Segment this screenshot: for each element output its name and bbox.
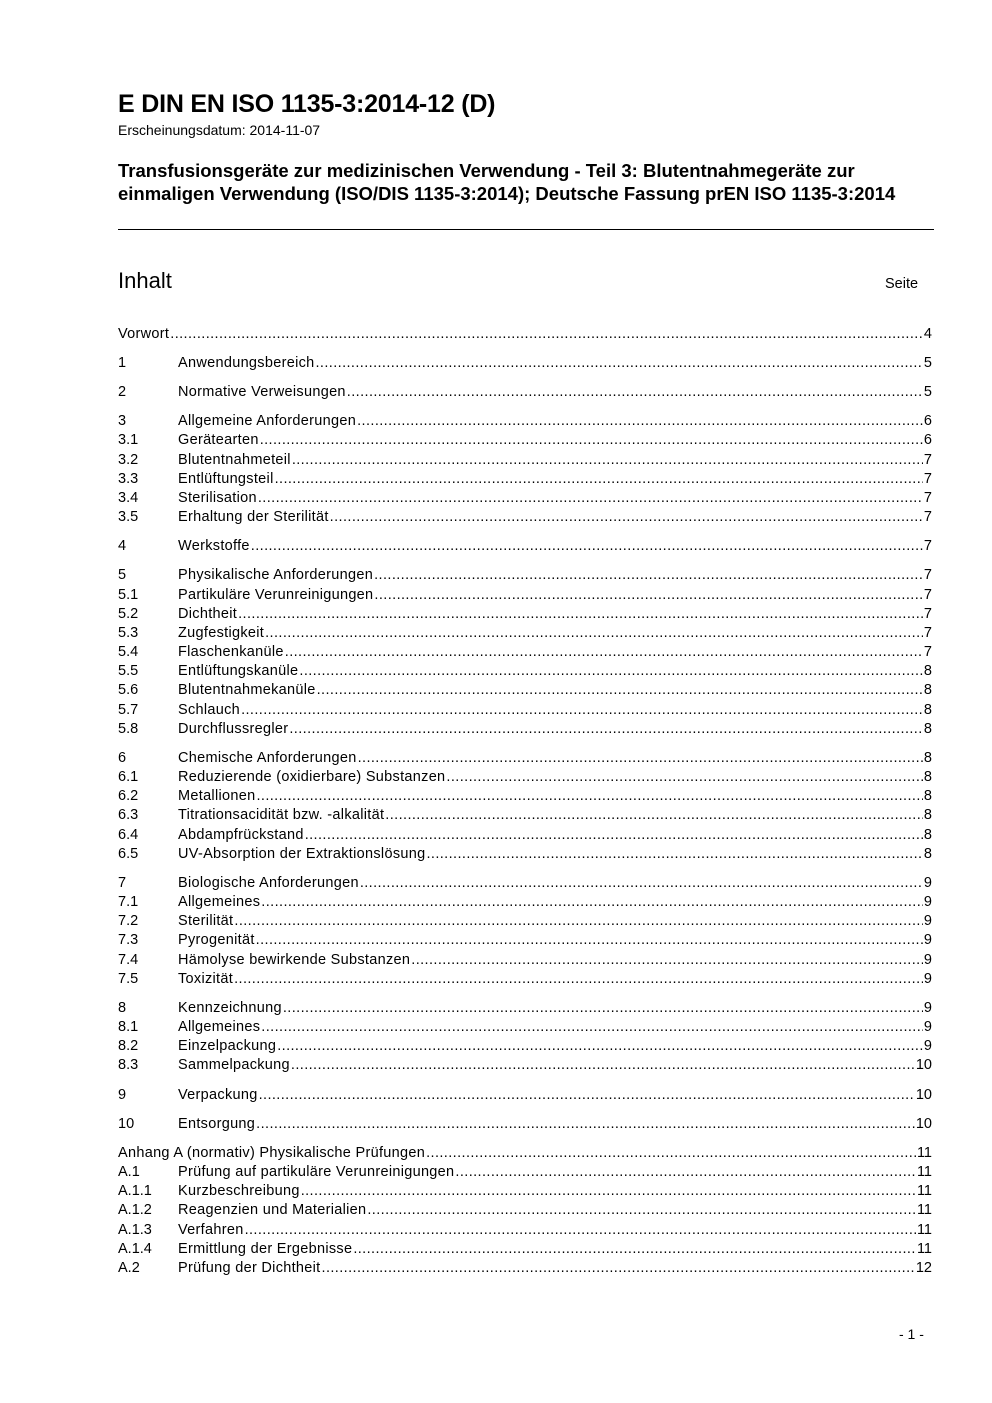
toc-entry-title: Erhaltung der Sterilität bbox=[178, 509, 329, 525]
footer-page-number: - 1 - bbox=[899, 1326, 924, 1342]
toc-dot-leader bbox=[234, 970, 923, 989]
toc-dot-leader bbox=[238, 605, 923, 624]
toc-entry-title: Partikuläre Verunreinigungen bbox=[178, 587, 374, 603]
toc-dot-leader bbox=[251, 537, 923, 556]
toc-entry[interactable] bbox=[118, 874, 932, 893]
toc-entry-title: Sterilisation bbox=[178, 490, 257, 506]
toc-entry-title: Entsorgung bbox=[178, 1116, 256, 1132]
toc-entry-title: Prüfung der Dichtheit bbox=[178, 1260, 321, 1276]
toc-entry[interactable] bbox=[118, 845, 932, 864]
toc-entry-title: Pyrogenität bbox=[178, 932, 255, 948]
toc-dot-leader bbox=[317, 681, 923, 700]
toc-entry[interactable] bbox=[118, 1086, 932, 1105]
toc-entry-title: Hämolyse bewirkende Substanzen bbox=[178, 952, 411, 968]
toc-dot-leader bbox=[446, 768, 923, 787]
toc-entry-page: 8 bbox=[923, 663, 932, 679]
toc-entry-number: 3.4 bbox=[118, 490, 139, 506]
toc-entry-title: Metallionen bbox=[178, 788, 256, 804]
toc-dot-leader bbox=[360, 874, 923, 893]
toc-dot-leader bbox=[291, 1056, 915, 1075]
toc-entry-page: 7 bbox=[923, 509, 932, 525]
toc-entry-number: 6.1 bbox=[118, 769, 139, 785]
toc-entry-title: Allgemeine Anforderungen bbox=[178, 413, 357, 429]
toc-entry-number: 7.2 bbox=[118, 913, 139, 929]
toc-entry-title: Durchflussregler bbox=[178, 721, 289, 737]
toc-dot-leader bbox=[357, 412, 923, 431]
toc-entry-page: 6 bbox=[923, 432, 932, 448]
toc-entry-title: Vorwort bbox=[118, 326, 170, 342]
toc-entry[interactable] bbox=[118, 893, 932, 912]
toc-entry[interactable] bbox=[118, 643, 932, 662]
toc-dot-leader bbox=[374, 566, 923, 585]
toc-entry-page: 8 bbox=[923, 702, 932, 718]
toc-entry-title: Biologische Anforderungen bbox=[178, 875, 359, 891]
toc-entry[interactable] bbox=[118, 951, 932, 970]
toc-entry-title: Gerätearten bbox=[178, 432, 259, 448]
toc-entry-title: Allgemeines bbox=[178, 1019, 261, 1035]
toc-entry-number: 5 bbox=[118, 567, 127, 583]
toc-entry-number: 7.1 bbox=[118, 894, 139, 910]
toc-entry-page: 7 bbox=[923, 490, 932, 506]
toc-entry[interactable] bbox=[118, 1163, 932, 1182]
toc-entry[interactable] bbox=[118, 1056, 932, 1075]
toc-entry-page: 7 bbox=[923, 587, 932, 603]
toc-entry[interactable] bbox=[118, 489, 932, 508]
toc-entry-title: Verfahren bbox=[178, 1222, 244, 1238]
toc-dot-leader bbox=[358, 749, 923, 768]
toc-entry-number: 3 bbox=[118, 413, 127, 429]
toc-dot-leader bbox=[455, 1163, 916, 1182]
toc-entry-title: Dichtheit bbox=[178, 606, 238, 622]
toc-entry-title: Chemische Anforderungen bbox=[178, 750, 357, 766]
toc-entry-number: 8.2 bbox=[118, 1038, 139, 1054]
toc-entry-page: 11 bbox=[916, 1164, 932, 1180]
toc-entry[interactable] bbox=[118, 662, 932, 681]
toc-entry-number: 6.2 bbox=[118, 788, 139, 804]
toc-entry[interactable] bbox=[118, 1018, 932, 1037]
toc-entry-number: 6.3 bbox=[118, 807, 139, 823]
toc-entry-page: 9 bbox=[923, 1019, 932, 1035]
toc-dot-leader bbox=[283, 999, 923, 1018]
toc-dot-leader bbox=[385, 806, 923, 825]
toc-entry-page: 9 bbox=[923, 932, 932, 948]
toc-entry-number: 7.4 bbox=[118, 952, 139, 968]
toc-entry-page: 11 bbox=[916, 1202, 932, 1218]
toc-entry-number: A.2 bbox=[118, 1260, 140, 1276]
toc-entry-page: 11 bbox=[916, 1241, 932, 1257]
toc-entry-number: 1 bbox=[118, 355, 127, 371]
toc-entry-number: 5.3 bbox=[118, 625, 139, 641]
toc-entry-page: 9 bbox=[923, 952, 932, 968]
toc-entry-title: Einzelpackung bbox=[178, 1038, 277, 1054]
toc-entry-page: 8 bbox=[923, 827, 932, 843]
toc-dot-leader bbox=[299, 662, 923, 681]
toc-entry-number: 8 bbox=[118, 1000, 127, 1016]
toc-entry-title: Abdampfrückstand bbox=[178, 827, 304, 843]
toc-entry-title: Entlüftungsteil bbox=[178, 471, 274, 487]
toc-entry-number: 7.3 bbox=[118, 932, 139, 948]
toc-entry-page: 8 bbox=[923, 788, 932, 804]
toc-entry-title: Physikalische Anforderungen bbox=[178, 567, 374, 583]
toc-entry-number: 8.1 bbox=[118, 1019, 139, 1035]
toc-entry-page: 8 bbox=[923, 846, 932, 862]
toc-dot-leader bbox=[374, 586, 923, 605]
toc-entry-page: 7 bbox=[923, 625, 932, 641]
toc-heading: Inhalt bbox=[118, 268, 172, 293]
toc-entry[interactable] bbox=[118, 1201, 932, 1220]
toc-entry-title: Zugfestigkeit bbox=[178, 625, 265, 641]
toc-entry-number: 5.4 bbox=[118, 644, 139, 660]
toc-entry-page: 5 bbox=[923, 384, 932, 400]
toc-entry-page: 8 bbox=[923, 750, 932, 766]
toc-entry[interactable] bbox=[118, 1221, 932, 1240]
toc-entry-number: 3.1 bbox=[118, 432, 139, 448]
toc-entry[interactable] bbox=[118, 1240, 932, 1259]
toc-entry-page: 7 bbox=[923, 644, 932, 660]
toc-entry[interactable] bbox=[118, 383, 932, 402]
toc-entry-number: A.1.3 bbox=[118, 1222, 152, 1238]
toc-entry-page: 5 bbox=[923, 355, 932, 371]
toc-entry[interactable] bbox=[118, 787, 932, 806]
toc-entry-number: A.1 bbox=[118, 1164, 140, 1180]
toc-entry-page: 10 bbox=[915, 1116, 932, 1132]
toc-dot-leader bbox=[265, 624, 923, 643]
toc-entry-page: 10 bbox=[915, 1057, 932, 1073]
toc-entry-page: 9 bbox=[923, 913, 932, 929]
toc-dot-leader bbox=[234, 912, 923, 931]
toc-entry-number: 6 bbox=[118, 750, 127, 766]
toc-entry-page: 12 bbox=[915, 1260, 932, 1276]
toc-entry-number: A.1.4 bbox=[118, 1241, 152, 1257]
toc-entry[interactable] bbox=[118, 701, 932, 720]
toc-entry-number: 4 bbox=[118, 538, 127, 554]
toc-entry-title: Reduzierende (oxidierbare) Substanzen bbox=[178, 769, 446, 785]
toc-entry[interactable] bbox=[118, 1259, 932, 1278]
toc-entry-title: Titrationsacidität bzw. -alkalität bbox=[178, 807, 385, 823]
title-divider bbox=[118, 229, 934, 230]
toc-entry-title: Schlauch bbox=[178, 702, 241, 718]
toc-entry-page: 7 bbox=[923, 606, 932, 622]
toc-entry[interactable] bbox=[118, 826, 932, 845]
toc-entry-number: 3.3 bbox=[118, 471, 139, 487]
toc-entry-title: Kennzeichnung bbox=[178, 1000, 282, 1016]
toc-entry-number: A.1.2 bbox=[118, 1202, 152, 1218]
toc-entry-page: 9 bbox=[923, 971, 932, 987]
toc-dot-leader bbox=[426, 1144, 916, 1163]
toc-entry-page: 8 bbox=[923, 721, 932, 737]
toc-entry-page: 11 bbox=[916, 1183, 932, 1199]
toc-entry-page: 9 bbox=[923, 1038, 932, 1054]
toc-entry[interactable] bbox=[118, 412, 932, 431]
toc-entry-page: 10 bbox=[915, 1087, 932, 1103]
toc-entry[interactable] bbox=[118, 720, 932, 739]
toc-entry-number: 5.8 bbox=[118, 721, 139, 737]
toc-entry-title: Entlüftungskanüle bbox=[178, 663, 299, 679]
toc-entry[interactable] bbox=[118, 605, 932, 624]
toc-dot-leader bbox=[330, 508, 923, 527]
toc-entry-page: 9 bbox=[923, 894, 932, 910]
toc-dot-leader bbox=[261, 1018, 923, 1037]
toc-entry[interactable] bbox=[118, 749, 932, 768]
toc-entry-title: Sterilität bbox=[178, 913, 234, 929]
toc-entry-title: Toxizität bbox=[178, 971, 234, 987]
toc-entry[interactable] bbox=[118, 806, 932, 825]
toc-entry-number: A.1.1 bbox=[118, 1183, 152, 1199]
toc-dot-leader bbox=[170, 325, 923, 344]
toc-dot-leader bbox=[353, 1240, 916, 1259]
toc-entry-title: Verpackung bbox=[178, 1087, 258, 1103]
toc-dot-leader bbox=[347, 383, 923, 402]
toc-dot-leader bbox=[426, 845, 922, 864]
toc-entry[interactable] bbox=[118, 999, 932, 1018]
toc-entry-number: 9 bbox=[118, 1087, 127, 1103]
toc-dot-leader bbox=[261, 893, 923, 912]
toc-entry-page: 7 bbox=[923, 538, 932, 554]
toc-entry-page: 11 bbox=[916, 1222, 932, 1238]
toc-dot-leader bbox=[260, 431, 923, 450]
toc-entry-page: 11 bbox=[916, 1145, 932, 1161]
toc-entry-number: 8.3 bbox=[118, 1057, 139, 1073]
toc-entry[interactable] bbox=[118, 586, 932, 605]
toc-dot-leader bbox=[256, 787, 922, 806]
toc-dot-leader bbox=[256, 931, 923, 950]
publication-date: Erscheinungsdatum: 2014-11-07 bbox=[118, 122, 321, 138]
toc-dot-leader bbox=[256, 1115, 915, 1134]
toc-dot-leader bbox=[411, 951, 923, 970]
toc-entry-number: 3.2 bbox=[118, 452, 139, 468]
toc-dot-leader bbox=[259, 1086, 915, 1105]
toc-entry-number: 3.5 bbox=[118, 509, 139, 525]
toc-entry-number: 5.2 bbox=[118, 606, 139, 622]
toc-dot-leader bbox=[277, 1037, 923, 1056]
toc-entry-number: 10 bbox=[118, 1116, 135, 1132]
toc-entry-title: Prüfung auf partikuläre Verunreinigungen bbox=[178, 1164, 455, 1180]
toc-entry-page: 9 bbox=[923, 1000, 932, 1016]
toc-entry[interactable] bbox=[118, 912, 932, 931]
toc-dot-leader bbox=[322, 1259, 915, 1278]
toc-entry-number: 7.5 bbox=[118, 971, 139, 987]
toc-entry-title: Blutentnahmekanüle bbox=[178, 682, 316, 698]
toc-entry[interactable] bbox=[118, 768, 932, 787]
toc-dot-leader bbox=[275, 470, 923, 489]
toc-dot-leader bbox=[292, 451, 923, 470]
toc-entry-title: Anwendungsbereich bbox=[178, 355, 315, 371]
toc-entry-page: 7 bbox=[923, 471, 932, 487]
toc-entry[interactable] bbox=[118, 931, 932, 950]
document-id: E DIN EN ISO 1135-3:2014-12 (D) bbox=[118, 90, 496, 118]
toc-dot-leader bbox=[285, 643, 923, 662]
toc-entry[interactable] bbox=[118, 325, 932, 344]
toc-entry-page: 8 bbox=[923, 769, 932, 785]
toc-entry-page: 8 bbox=[923, 682, 932, 698]
toc-entry[interactable] bbox=[118, 1115, 932, 1134]
toc-entry-page: 8 bbox=[923, 807, 932, 823]
toc-entry-page: 7 bbox=[923, 452, 932, 468]
toc-entry-page: 7 bbox=[923, 567, 932, 583]
toc-dot-leader bbox=[305, 826, 923, 845]
toc-entry-number: 5.5 bbox=[118, 663, 139, 679]
toc-entry[interactable] bbox=[118, 508, 932, 527]
toc-entry-number: 5.1 bbox=[118, 587, 139, 603]
toc-entry[interactable] bbox=[118, 681, 932, 700]
toc-entry[interactable] bbox=[118, 451, 932, 470]
toc-entry-title: Werkstoffe bbox=[178, 538, 250, 554]
toc-entry-page: 4 bbox=[923, 326, 932, 342]
toc-entry-number: 2 bbox=[118, 384, 127, 400]
toc-entry-number: 5.7 bbox=[118, 702, 139, 718]
toc-entry-title: Normative Verweisungen bbox=[178, 384, 346, 400]
toc-entry-number: 7 bbox=[118, 875, 127, 891]
toc-entry-title: Ermittlung der Ergebnisse bbox=[178, 1241, 353, 1257]
toc-entry[interactable] bbox=[118, 1182, 932, 1201]
toc-entry-page: 9 bbox=[923, 875, 932, 891]
toc-entry-title: Allgemeines bbox=[178, 894, 261, 910]
toc-entry-title: Flaschenkanüle bbox=[178, 644, 284, 660]
toc-entry[interactable] bbox=[118, 354, 932, 373]
toc-entry[interactable] bbox=[118, 624, 932, 643]
toc-dot-leader bbox=[367, 1201, 916, 1220]
toc-entry[interactable] bbox=[118, 1037, 932, 1056]
toc-entry[interactable] bbox=[118, 1144, 932, 1163]
toc-entry-page: 6 bbox=[923, 413, 932, 429]
toc-entry[interactable] bbox=[118, 970, 932, 989]
document-title: Transfusionsgeräte zur medizinischen Verwendung - Teil 3: Blutentnahmegeräte zur einmaligen Verwendung (ISO/DIS 1135-3:2014); Deutsche Fassung prEN ISO 1135-3:2014 bbox=[118, 160, 896, 204]
toc-dot-leader bbox=[289, 720, 923, 739]
toc-entry[interactable] bbox=[118, 470, 932, 489]
toc-entry[interactable] bbox=[118, 537, 932, 556]
toc-dot-leader bbox=[245, 1221, 916, 1240]
toc-entry-number: 5.6 bbox=[118, 682, 139, 698]
toc-entry-title: Reagenzien und Materialien bbox=[178, 1202, 367, 1218]
toc-entry-title: Anhang A (normativ) Physikalische Prüfungen bbox=[118, 1145, 426, 1161]
toc-dot-leader bbox=[241, 701, 923, 720]
toc-entry-title: Sammelpackung bbox=[178, 1057, 290, 1073]
toc-entry-number: 6.4 bbox=[118, 827, 139, 843]
toc-entry-title: Kurzbeschreibung bbox=[178, 1183, 300, 1199]
toc-entry[interactable] bbox=[118, 431, 932, 450]
toc-dot-leader bbox=[258, 489, 923, 508]
toc-entry-title: UV-Absorption der Extraktionslösung bbox=[178, 846, 426, 862]
toc-entry-number: 6.5 bbox=[118, 846, 139, 862]
toc-entry[interactable] bbox=[118, 566, 932, 585]
toc-entry-title: Blutentnahmeteil bbox=[178, 452, 291, 468]
toc-dot-leader bbox=[316, 354, 923, 373]
toc-page-column-label: Seite bbox=[885, 276, 919, 292]
toc-dot-leader bbox=[301, 1182, 916, 1201]
